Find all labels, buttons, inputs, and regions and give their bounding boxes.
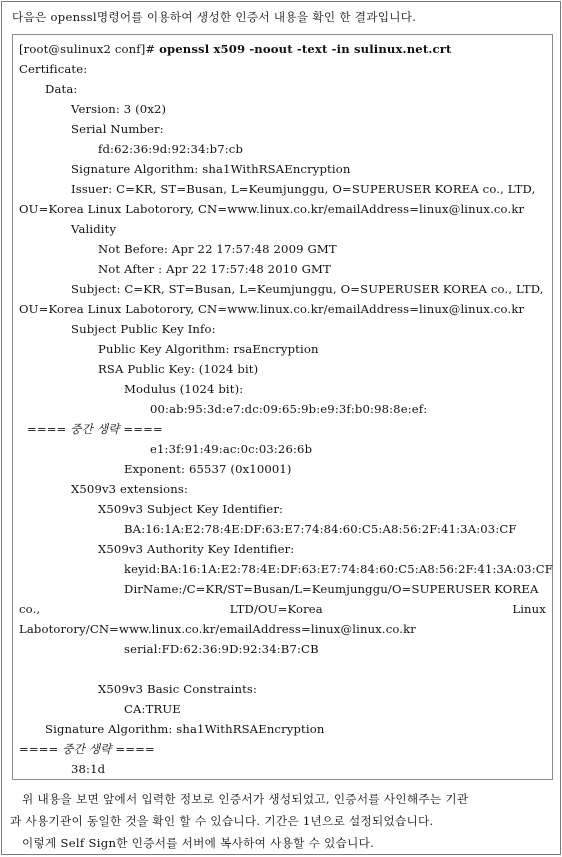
cert-line-aki-dirname-cont — [19, 599, 546, 619]
cert-line-aki-label: X509v3 Authority Key Identifier: — [98, 542, 295, 556]
dirname-part-linux: Linux — [512, 602, 546, 616]
cert-line-serial-value: fd:62:36:9d:92:34:b7:cb — [98, 142, 244, 156]
terminal-output-box — [12, 34, 553, 780]
cert-line-issuer-cont: OU=Korea Linux Labotorory, CN=www.linux.co.kr/emailAddress=linux@linux.co.kr — [19, 202, 525, 216]
cert-line-modulus-bytes: 00:ab:95:3d:e7:dc:09:65:9b:e9:3f:b0:98:8e:ef: — [150, 402, 428, 416]
cert-line-ski-label: X509v3 Subject Key Identifier: — [98, 502, 284, 516]
cert-line-aki-dirname: DirName:/C=KR/ST=Busan/L=Keumjunggu/O=SUPERUSER KOREA — [124, 582, 539, 596]
cert-line-signature-algorithm: Signature Algorithm: sha1WithRSAEncryption — [71, 162, 351, 176]
dirname-part-co: co., — [19, 602, 41, 616]
intro-text: 다음은 openssl명령어를 이용하여 생성한 인증서 내용을 확인 한 결과입니다. — [12, 10, 417, 24]
cert-line-aki-keyid: keyid:BA:16:1A:E2:78:4E:DF:63:E7:74:84:60:C5:A8:56:2F:41:3A:03:CF — [124, 562, 553, 576]
cert-line-modulus: Modulus (1024 bit): — [124, 382, 244, 396]
issuer-text: Issuer: C=KR, ST=Busan, L=Keumjunggu, O=SUPERUSER KOREA co., LTD, — [71, 182, 536, 196]
cert-line-not-after: Not After : Apr 22 17:57:48 2010 GMT — [98, 262, 331, 276]
cert-line-serial-label: Serial Number: — [71, 122, 164, 136]
cert-line-ski-value: BA:16:1A:E2:78:4E:DF:63:E7:74:84:60:C5:A8:56:2F:41:3A:03:CF — [124, 522, 517, 536]
cert-line-aki-dirname-end: Labotorory/CN=www.linux.co.kr/emailAddress=linux@linux.co.kr — [19, 622, 416, 636]
cert-line-version: Version: 3 (0x2) — [71, 102, 167, 116]
cert-line-data: Data: — [45, 82, 78, 96]
outro-line-1: 위 내용을 보면 앞에서 입력한 정보로 인증서가 생성되었고, 인증서를 사인해주는 기관 — [22, 792, 469, 806]
outro-line-2: 과 사용기관이 동일한 것을 확인 할 수 있습니다. 기간은 1년으로 설정되었습니다. — [10, 814, 434, 828]
command-text: openssl x509 -noout -text -in sulinux.net.crt — [159, 42, 452, 56]
cert-line-subject-cont: OU=Korea Linux Labotorory, CN=www.linux.co.kr/emailAddress=linux@linux.co.kr — [19, 302, 525, 316]
omission-marker-2: ==== 중간 생략 ==== — [19, 742, 155, 756]
shell-prompt: [root@sulinux2 conf]# — [19, 42, 156, 56]
cert-line-aki-serial: serial:FD:62:36:9D:92:34:B7:CB — [124, 642, 319, 656]
cert-line-not-before: Not Before: Apr 22 17:57:48 2009 GMT — [98, 242, 337, 256]
cert-line-certificate: Certificate: — [19, 62, 88, 76]
cert-line-public-key-info: Subject Public Key Info: — [71, 322, 216, 336]
cert-line-signature-bytes: 38:1d — [71, 762, 106, 776]
cert-line-basic-constraints: X509v3 Basic Constraints: — [98, 682, 258, 696]
cert-line-extensions: X509v3 extensions: — [71, 482, 189, 496]
command-line — [19, 39, 546, 59]
omission-marker: ==== 중간 생략 ==== — [27, 422, 163, 436]
cert-line-key-algorithm: Public Key Algorithm: rsaEncryption — [98, 342, 319, 356]
cert-line-validity: Validity — [71, 222, 117, 236]
cert-line-modulus-end: e1:3f:91:49:ac:0c:03:26:6b — [150, 442, 313, 456]
cert-line-issuer — [71, 179, 546, 199]
cert-line-signature-algorithm-2: Signature Algorithm: sha1WithRSAEncryption — [45, 722, 325, 736]
outro-line-3: 이렇게 Self Sign한 인증서를 서버에 복사하여 사용할 수 있습니다. — [22, 836, 375, 850]
cert-line-subject: Subject: C=KR, ST=Busan, L=Keumjunggu, O=SUPERUSER KOREA co., LTD, — [71, 282, 544, 296]
dirname-part-ltd: LTD/OU=Korea — [229, 602, 323, 616]
cert-line-exponent: Exponent: 65537 (0x10001) — [124, 462, 292, 476]
cert-line-ca-true: CA:TRUE — [124, 702, 181, 716]
cert-line-rsa-key: RSA Public Key: (1024 bit) — [98, 362, 259, 376]
document-frame — [1, 1, 561, 855]
